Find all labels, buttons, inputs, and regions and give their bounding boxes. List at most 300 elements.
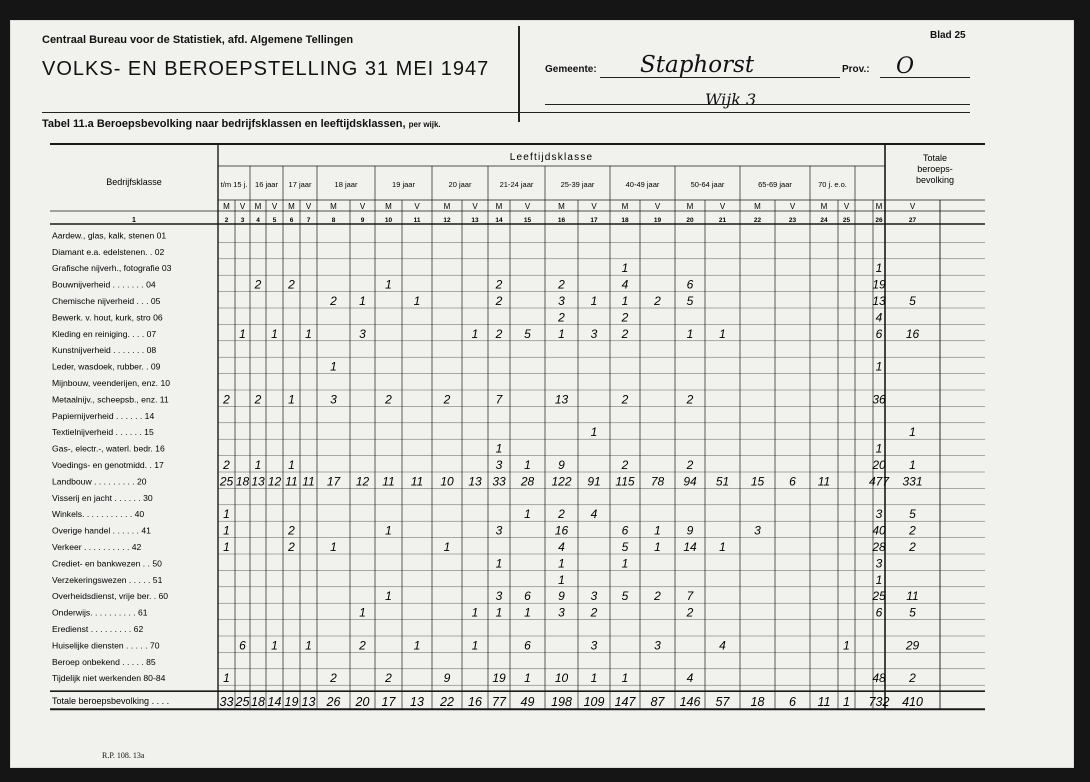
- table-cell-value: 3: [590, 589, 598, 604]
- table-cell-value: 2: [495, 326, 503, 341]
- sex-label: M: [558, 202, 565, 211]
- table-row-label: Overige handel . . . . . . 41: [52, 525, 151, 536]
- column-number: 3: [240, 217, 245, 224]
- table-cell-value: 1: [524, 458, 531, 472]
- table-cell-value: 16: [905, 326, 920, 341]
- table-cell-value: 1: [590, 425, 598, 440]
- table-row-label: Chemische nijverheid . . . 05: [52, 296, 161, 306]
- table-cell-value: 3: [590, 326, 598, 341]
- totals-cell-value: 410: [902, 695, 923, 710]
- table-cell-value: 6: [239, 638, 246, 653]
- age-group-label: 20 jaar: [448, 180, 472, 189]
- table-cell-value: 3: [558, 605, 565, 620]
- column-number: 10: [384, 217, 393, 224]
- table-cell-value: 2: [909, 540, 916, 554]
- table-cell-value: 4: [719, 638, 726, 653]
- table-cell-value: 3: [654, 638, 661, 653]
- table-cell-value: 3: [754, 523, 761, 538]
- table-cell-value: 2: [443, 392, 451, 407]
- column-number: 6: [289, 217, 294, 224]
- sheet-number: Blad 25: [930, 30, 966, 41]
- table-cell-value: 36: [872, 392, 886, 407]
- table-cell-value: 1: [875, 441, 883, 456]
- table-row-label: Beroep onbekend . . . . . 85: [52, 656, 156, 667]
- table-cell-value: 3: [330, 392, 337, 407]
- table-cell-value: 11: [906, 589, 919, 604]
- table-cell-value: 3: [590, 638, 598, 653]
- table-row-label: Landbouw . . . . . . . . . 20: [52, 476, 147, 487]
- table-cell-value: 4: [686, 671, 694, 686]
- total-header-line: Totale: [922, 153, 948, 163]
- table-cell-value: 1: [654, 540, 661, 554]
- column-number: 7: [306, 217, 311, 224]
- table-cell-value: 14: [683, 540, 697, 554]
- totals-cell-value: 26: [326, 695, 341, 710]
- sex-label: V: [789, 202, 796, 211]
- table-cell-value: 1: [288, 458, 295, 472]
- table-row-label: Bouwnijverheid . . . . . . . 04: [52, 279, 156, 290]
- age-group-label: 50-64 jaar: [690, 180, 725, 189]
- table-cell-value: 3: [495, 589, 503, 604]
- table-row-label: Aardew., glas, kalk, stenen 01: [52, 230, 167, 241]
- table-cell-value: 2: [288, 540, 295, 554]
- table-cell-value: 2: [330, 294, 337, 308]
- totals-cell-value: 146: [679, 695, 701, 710]
- totals-cell-value: 109: [583, 695, 605, 710]
- column-number: 9: [360, 217, 365, 224]
- table-cell-value: 11: [817, 474, 831, 489]
- table-cell-value: 1: [495, 556, 503, 571]
- table-cell-value: 1: [621, 671, 629, 686]
- age-group-label: 18 jaar: [334, 180, 358, 189]
- municipality-label: Gemeente:: [545, 64, 597, 75]
- age-group-label: 40-49 jaar: [625, 180, 660, 189]
- table-row-label: Huiselijke diensten . . . . . 70: [52, 640, 160, 651]
- table-cell-value: 1: [330, 359, 337, 374]
- table-row-label: Mijnbouw, veenderijen, enz. 10: [52, 378, 171, 388]
- table-cell-value: 2: [621, 458, 629, 472]
- table-row-label: Kunstnijverheid . . . . . . . 08: [52, 345, 157, 356]
- table-cell-value: 2: [654, 294, 661, 308]
- table-cell-value: 4: [590, 507, 598, 522]
- table-cell-value: 16: [554, 523, 569, 538]
- table-cell-value: 4: [621, 277, 629, 292]
- table-caption-suffix: per wijk.: [408, 120, 441, 129]
- table-row-label: Gas-, electr.-, waterl. bedr. 16: [52, 443, 165, 454]
- table-cell-value: 9: [558, 458, 565, 472]
- table-cell-value: 94: [683, 474, 697, 489]
- sex-label: V: [719, 202, 726, 211]
- column-number: 23: [788, 217, 797, 224]
- table-cell-value: 13: [468, 474, 482, 489]
- totals-cell-value: 13: [301, 695, 316, 710]
- table-cell-value: 1: [621, 294, 629, 308]
- table-cell-value: 1: [719, 540, 726, 554]
- age-group-label: 70 j. e.o.: [818, 180, 847, 189]
- sex-label: V: [524, 202, 531, 211]
- table-row-label: Bewerk. v. hout, kurk, stro 06: [52, 312, 163, 323]
- sex-label: V: [305, 202, 312, 211]
- column-number: 14: [495, 217, 503, 224]
- table-cell-value: 1: [654, 523, 661, 538]
- table-cell-value: 18: [235, 474, 250, 489]
- table-cell-value: 3: [558, 294, 565, 308]
- age-group-label: 25-39 jaar: [560, 180, 595, 189]
- table-cell-value: 9: [558, 589, 565, 604]
- table-cell-value: 2: [909, 671, 916, 686]
- table-cell-value: 5: [909, 507, 916, 522]
- table-cell-value: 1: [471, 605, 479, 620]
- table-cell-value: 1: [330, 540, 337, 554]
- table-cell-value: 3: [359, 326, 366, 341]
- column-number: 18: [621, 217, 629, 224]
- column-number: 24: [820, 217, 828, 224]
- totals-row-label: Totale beroepsbevolking . . . .: [52, 696, 170, 707]
- sex-label: M: [254, 202, 262, 211]
- table-cell-value: 2: [558, 507, 565, 522]
- table-cell-value: 11: [410, 474, 424, 489]
- sex-label: V: [843, 202, 850, 211]
- sex-label: M: [820, 202, 828, 211]
- totals-cell-value: 147: [614, 695, 636, 710]
- table-cell-value: 11: [302, 474, 315, 489]
- table-cell-value: 1: [271, 326, 278, 341]
- table-cell-value: 12: [355, 474, 370, 489]
- table-cell-value: 15: [750, 474, 765, 489]
- table-cell-value: 2: [254, 392, 262, 407]
- column-number: 20: [686, 217, 694, 224]
- table-cell-value: 1: [385, 277, 392, 292]
- column-number: 15: [523, 217, 532, 224]
- table-cell-value: 1: [590, 671, 598, 686]
- sex-label: V: [271, 202, 278, 211]
- table-cell-value: 17: [326, 474, 341, 489]
- table-cell-value: 1: [288, 392, 295, 407]
- table-cell-value: 2: [330, 671, 337, 686]
- province-label: Prov.:: [842, 64, 870, 75]
- sex-label: V: [359, 202, 366, 211]
- table-cell-value: 40: [872, 523, 886, 538]
- totals-cell-value: 11: [817, 695, 831, 710]
- table-row-label: Eredienst . . . . . . . . . 62: [52, 624, 144, 634]
- table-cell-value: 6: [875, 326, 883, 341]
- table-cell-value: 11: [285, 474, 298, 489]
- table-cell-value: 2: [686, 392, 694, 407]
- table-row-label: Verkeer . . . . . . . . . . 42: [52, 542, 142, 552]
- column-number: 16: [557, 217, 566, 224]
- table-cell-value: 2: [621, 392, 629, 407]
- form-code: R.P. 108. 13a: [102, 751, 145, 760]
- sex-label: M: [621, 202, 629, 211]
- table-cell-value: 2: [495, 277, 503, 292]
- table-cell-value: 2: [654, 589, 661, 604]
- table-cell-value: 2: [590, 605, 598, 620]
- totals-cell-value: 17: [381, 695, 396, 710]
- column-number: 4: [256, 217, 260, 224]
- table-cell-value: 1: [305, 638, 312, 653]
- total-header-line: bevolking: [915, 175, 955, 185]
- sex-label: V: [654, 202, 661, 211]
- table-cell-value: 1: [909, 458, 916, 472]
- table-cell-value: 1: [359, 294, 366, 308]
- table-row-label: Tijdelijk niet werkenden 80-84: [52, 673, 166, 684]
- column-number: 17: [590, 217, 598, 224]
- column-number: 26: [875, 217, 883, 224]
- table-cell-value: 20: [872, 458, 886, 472]
- table-cell-value: 477: [868, 474, 890, 489]
- table-row-label: Textielnijverheid . . . . . . 15: [52, 427, 154, 438]
- age-group-header: Leeftijdsklasse: [509, 152, 594, 163]
- table-cell-value: 19: [872, 277, 886, 292]
- table-cell-value: 48: [872, 671, 886, 686]
- column-number: 1: [132, 217, 136, 224]
- table-cell-value: 2: [385, 392, 392, 407]
- table-cell-value: 1: [223, 523, 230, 538]
- sex-label: M: [495, 202, 503, 211]
- table-cell-value: 1: [443, 540, 451, 554]
- table-cell-value: 13: [872, 294, 886, 308]
- totals-cell-value: 25: [235, 695, 250, 710]
- form-title: VOLKS- EN BEROEPSTELLING 31 MEI 1947: [42, 58, 490, 80]
- table-cell-value: 1: [875, 359, 883, 374]
- table-cell-value: 2: [495, 294, 503, 308]
- table-cell-value: 13: [251, 474, 265, 489]
- table-cell-value: 1: [271, 638, 278, 653]
- column-number: 12: [443, 217, 451, 224]
- table-cell-value: 9: [686, 523, 694, 538]
- table-cell-value: 5: [621, 589, 629, 604]
- column-number: 25: [842, 217, 851, 224]
- table-cell-value: 5: [524, 326, 531, 341]
- table-cell-value: 1: [558, 572, 565, 587]
- table-cell-value: 6: [789, 474, 796, 489]
- table-cell-value: 2: [288, 523, 295, 538]
- column-number: 27: [908, 217, 917, 224]
- table-cell-value: 1: [385, 589, 392, 604]
- sex-label: M: [686, 202, 694, 211]
- table-cell-value: 5: [621, 540, 629, 554]
- table-cell-value: 10: [440, 474, 454, 489]
- table-cell-value: 2: [254, 277, 262, 292]
- table-cell-value: 9: [443, 671, 451, 686]
- table-row-label: Kleding en reiniging. . . . 07: [52, 328, 157, 339]
- table-cell-value: 10: [554, 671, 569, 686]
- sex-label: V: [909, 202, 916, 211]
- column-number: 2: [224, 217, 229, 224]
- table-row-label: Onderwijs. . . . . . . . . . 61: [52, 607, 148, 618]
- table-row-label: Diamant e.a. edelstenen. . 02: [52, 246, 165, 257]
- column-number: 19: [653, 217, 662, 224]
- totals-cell-value: 14: [267, 695, 282, 710]
- sex-label: M: [754, 202, 761, 211]
- sex-label: V: [591, 202, 597, 211]
- table-cell-value: 1: [223, 671, 230, 686]
- table-cell-value: 2: [359, 638, 366, 653]
- organization-name: Centraal Bureau voor de Statistiek, afd. Algemene Tellingen: [42, 34, 354, 46]
- table-cell-value: 1: [305, 326, 312, 341]
- sex-label: M: [288, 202, 295, 211]
- table-cell-value: 12: [267, 474, 282, 489]
- column-number: 13: [471, 217, 479, 224]
- table-cell-value: 1: [843, 638, 850, 653]
- table-cell-value: 28: [520, 474, 535, 489]
- table-cell-value: 13: [554, 392, 569, 407]
- table-cell-value: 1: [495, 441, 503, 456]
- age-group-label: 17 jaar: [288, 180, 312, 189]
- table-cell-value: 2: [621, 326, 629, 341]
- totals-cell-value: 6: [789, 695, 796, 710]
- table-cell-value: 3: [495, 458, 503, 472]
- table-row-label: Visserij en jacht . . . . . . 30: [52, 492, 153, 503]
- table-row-label: Verzekeringswezen . . . . . 51: [52, 574, 163, 585]
- totals-cell-value: 18: [251, 695, 265, 710]
- table-cell-value: 1: [719, 326, 726, 341]
- totals-cell-value: 18: [750, 695, 765, 710]
- age-group-label: t/m 15 j.: [220, 180, 248, 189]
- table-cell-value: 29: [905, 638, 920, 653]
- table-cell-value: 2: [909, 523, 916, 538]
- table-cell-value: 51: [715, 474, 730, 489]
- totals-cell-value: 1: [843, 695, 850, 710]
- totals-cell-value: 33: [219, 695, 234, 710]
- column-number: 5: [272, 217, 277, 224]
- table-cell-value: 1: [524, 507, 531, 522]
- table-cell-value: 1: [359, 605, 366, 620]
- table-cell-value: 6: [621, 523, 629, 538]
- table-cell-value: 1: [621, 261, 629, 276]
- table-caption-text: Tabel 11.a Beroepsbevolking naar bedrijfsklassen en leeftijdsklassen,: [42, 118, 406, 130]
- table-cell-value: 2: [558, 310, 565, 325]
- table-row-label: Overheidsdienst, vrije ber. . 60: [52, 591, 169, 602]
- table-cell-value: 7: [686, 589, 694, 604]
- totals-cell-value: 87: [650, 695, 665, 710]
- table-cell-value: 4: [875, 310, 883, 325]
- table-row-label: Leder, wasdoek, rubber. . 09: [52, 361, 161, 372]
- table-cell-value: 1: [875, 572, 883, 587]
- table-cell-value: 1: [621, 556, 629, 571]
- table-cell-value: 33: [492, 474, 506, 489]
- totals-cell-value: 22: [440, 695, 454, 710]
- table-cell-value: 1: [254, 458, 262, 472]
- total-header-line: beroeps-: [917, 164, 953, 174]
- table-cell-value: 2: [558, 277, 565, 292]
- table-cell-value: 3: [875, 507, 883, 522]
- table-cell-value: 331: [902, 474, 923, 489]
- table-cell-value: 1: [524, 671, 531, 686]
- table-cell-value: 1: [524, 605, 531, 620]
- table-cell-value: 6: [524, 589, 531, 604]
- column-number: 8: [331, 217, 336, 224]
- table-cell-value: 1: [558, 326, 565, 341]
- column-number: 11: [413, 217, 421, 224]
- column-number: 22: [753, 217, 762, 224]
- table-cell-value: 28: [872, 540, 886, 554]
- sex-label: M: [875, 202, 883, 211]
- totals-cell-value: 19: [284, 695, 299, 710]
- table-row-label: Winkels. . . . . . . . . . . 40: [52, 509, 145, 520]
- age-group-label: 21-24 jaar: [499, 180, 534, 189]
- table-cell-value: 25: [872, 589, 886, 604]
- table-cell-value: 1: [223, 507, 230, 522]
- sex-label: M: [385, 202, 392, 211]
- table-cell-value: 1: [413, 294, 421, 308]
- sex-label: M: [443, 202, 451, 211]
- table-cell-value: 4: [558, 540, 565, 554]
- table-cell-value: 1: [413, 638, 421, 653]
- table-row-label: Papiernijverheid . . . . . . 14: [52, 410, 155, 421]
- table-cell-value: 1: [686, 326, 694, 341]
- table-cell-value: 2: [686, 605, 694, 620]
- table-cell-value: 2: [223, 392, 230, 407]
- municipality-value: Staphorst: [640, 52, 755, 78]
- table-cell-value: 3: [875, 556, 883, 571]
- table-cell-value: 2: [223, 458, 230, 472]
- table-cell-value: 1: [223, 540, 230, 554]
- table-cell-value: 1: [558, 556, 565, 571]
- table-cell-value: 1: [590, 294, 598, 308]
- totals-cell-value: 732: [868, 695, 890, 710]
- sex-label: M: [330, 202, 337, 211]
- age-group-label: 65-69 jaar: [758, 180, 792, 189]
- table-cell-value: 1: [875, 261, 883, 276]
- totals-cell-value: 13: [410, 695, 424, 710]
- table-cell-value: 91: [587, 474, 601, 489]
- table-cell-value: 1: [909, 425, 916, 440]
- table-cell-value: 1: [239, 326, 246, 341]
- totals-cell-value: 16: [468, 695, 482, 710]
- table-cell-value: 5: [909, 605, 916, 620]
- sex-label: V: [414, 202, 420, 211]
- table-cell-value: 3: [495, 523, 503, 538]
- district-value: Wijk 3: [705, 90, 757, 109]
- table-cell-value: 78: [650, 474, 665, 489]
- table-cell-value: 6: [686, 277, 694, 292]
- age-group-label: 16 jaar: [255, 180, 278, 189]
- table-cell-value: 5: [686, 294, 694, 308]
- table-cell-value: 1: [385, 523, 392, 538]
- table-cell-value: 6: [524, 638, 531, 653]
- table-cell-value: 2: [385, 671, 392, 686]
- table-cell-value: 1: [495, 605, 503, 620]
- row-header-label: Bedrijfsklasse: [106, 177, 162, 187]
- table-cell-value: 7: [495, 392, 503, 407]
- table-cell-value: 1: [471, 326, 479, 341]
- totals-cell-value: 198: [551, 695, 572, 710]
- table-cell-value: 6: [875, 605, 883, 620]
- sex-label: V: [472, 202, 478, 211]
- table-cell-value: 2: [686, 458, 694, 472]
- sex-label: V: [239, 202, 246, 211]
- totals-cell-value: 77: [492, 695, 506, 710]
- table-row-label: Metaalnijv., scheepsb., enz. 11: [52, 394, 169, 405]
- table-cell-value: 115: [615, 474, 635, 489]
- table-cell-value: 2: [288, 277, 295, 292]
- totals-cell-value: 49: [520, 695, 535, 710]
- table-cell-value: 19: [492, 671, 506, 686]
- table-cell-value: 1: [471, 638, 479, 653]
- table-cell-value: 5: [909, 294, 916, 308]
- table-cell-value: 2: [621, 310, 629, 325]
- table-row-label: Crediet- en bankwezen . . 50: [52, 558, 162, 569]
- column-number: 21: [718, 217, 727, 224]
- table-cell-value: 11: [382, 474, 395, 489]
- table-cell-value: 122: [551, 474, 572, 489]
- province-value: O: [896, 54, 915, 79]
- totals-cell-value: 20: [355, 695, 370, 710]
- table-row-label: Voedings- en genotmidd. . 17: [52, 460, 164, 470]
- table-row-label: Grafische nijverh., fotografie 03: [52, 263, 172, 274]
- table-cell-value: 25: [219, 474, 234, 489]
